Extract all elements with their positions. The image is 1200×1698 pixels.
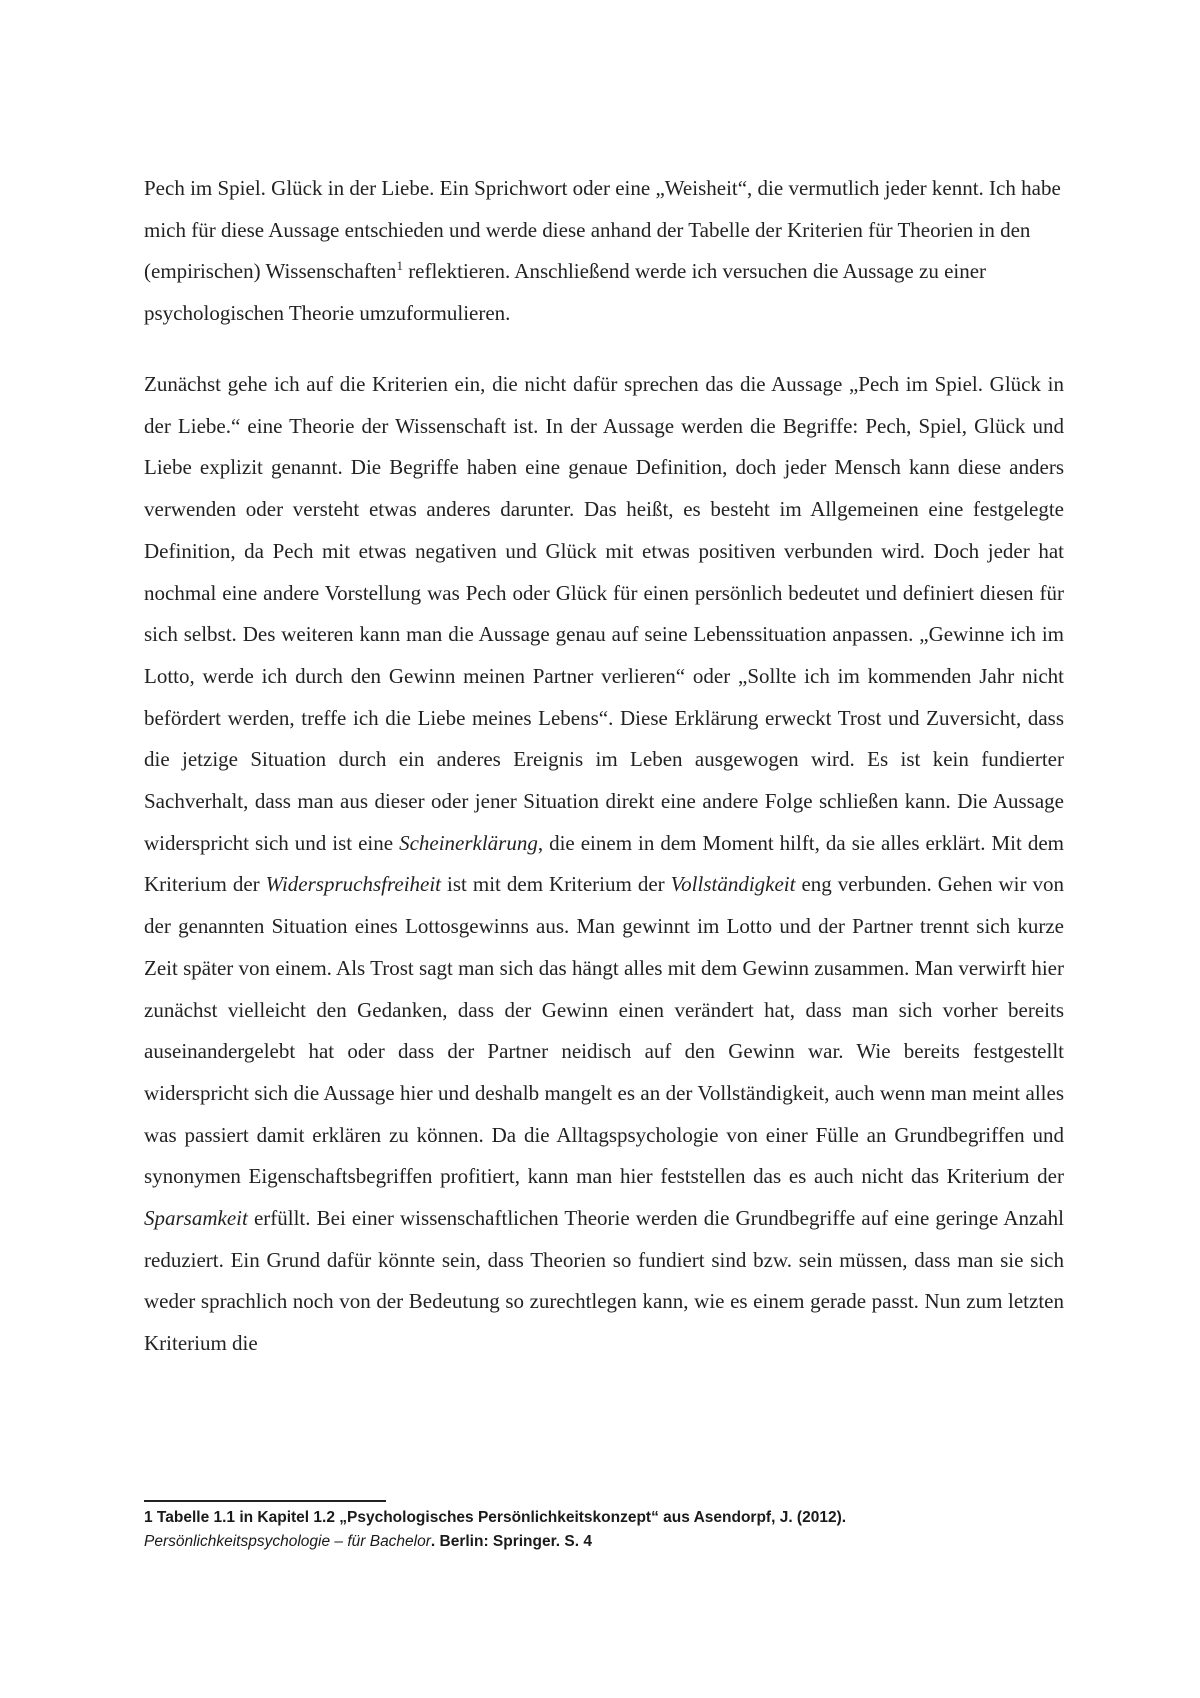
- term-sparsamkeit: Sparsamkeit: [144, 1206, 248, 1231]
- intro-text-part-2: reflektieren. Anschließend werde ich versuchen die Aussage zu einer psychologischen Theorie umzuformulieren.: [144, 259, 987, 325]
- footnote-citation-line: 1 Tabelle 1.1 in Kapitel 1.2 „Psychologisches Persönlichkeitskonzept“ aus Asendorpf, J. (2012).: [144, 1509, 847, 1526]
- term-vollstaendigkeit: Vollständigkeit: [670, 872, 796, 897]
- main-text-part-4: eng verbunden. Gehen wir von der genannten Situation eines Lottosgewinns aus. Man gewinnt im Lotto und der Partner trennt sich kurze Zeit später von einem. Als Trost sagt man sich das hängt alles mit dem Gewinn zusammen. Man verwirft hier zunächst vielleicht den Gedanken, dass der Gewinn einen verändert hat, dass man sich vorher bereits auseinandergelebt hat oder dass der Partner neidisch auf den Gewinn war. Wie bereits festgestellt widerspricht sich die Aussage hier und deshalb mangelt es an der Vollständigkeit, auch wenn man meint alles was passiert damit erklären zu können. Da die Alltagspsychologie von einer Fülle an Grundbegriffen und synonymen Eigenschaftsbegriffen profitiert, kann man hier feststellen das es auch nicht das Kriterium der: [144, 872, 1065, 1189]
- intro-text-part-1: Pech im Spiel. Glück in der Liebe. Ein Sprichwort oder eine „Weisheit“, die vermutlich jeder kennt. Ich habe mich für diese Aussage entschieden und werde diese anhand der Tabelle der Kriterien für Theorien in den (empirischen) Wissenschaften: [144, 176, 1061, 283]
- term-widerspruchsfreiheit: Widerspruchsfreiheit: [265, 872, 442, 897]
- term-scheinerklaerung: Scheinerklärung: [399, 830, 538, 855]
- footnote-source-line: [144, 1530, 1064, 1554]
- footnote-book-title: Persönlichkeitspsychologie – für Bachelor: [144, 1533, 431, 1550]
- main-text-part-2: , die einem in dem Moment hilft, da sie alles erklärt. Mit dem Kriterium der: [144, 830, 1064, 897]
- main-text-part-3: ist mit dem Kriterium der: [441, 872, 671, 897]
- footnote-publisher: . Berlin: Springer. S. 4: [430, 1533, 592, 1550]
- footnote: [144, 1506, 1064, 1554]
- footnote-separator: [144, 1500, 386, 1502]
- main-paragraph: [144, 364, 1064, 1365]
- document-body: [144, 168, 1064, 1365]
- intro-paragraph: [144, 168, 1064, 334]
- footnote-reference[interactable]: 1: [396, 258, 403, 273]
- main-text-part-5: erfüllt. Bei einer wissenschaftlichen Theorie werden die Grundbegriffe auf eine geringe Anzahl reduziert. Ein Grund dafür könnte sein, dass Theorien so fundiert sind bzw. sein müssen, dass man sie sich weder sprachlich noch von der Bedeutung so zurechtlegen kann, wie es einem gerade passt. Nun zum letzten Kriterium die: [144, 1206, 1064, 1356]
- main-text-part-1: Zunächst gehe ich auf die Kriterien ein, die nicht dafür sprechen das die Aussage „Pech im Spiel. Glück in der Liebe.“ eine Theorie der Wissenschaft ist. In der Aussage werden die Begriffe: Pech, Spiel, Glück und Liebe explizit genannt. Die Begriffe haben eine genaue Definition, doch jeder Mensch kann diese anders verwenden oder versteht etwas anderes darunter. Das heißt, es besteht im Allgemeinen eine festgelegte Definition, da Pech mit etwas negativen und Glück mit etwas positiven verbunden wird. Doch jeder hat nochmal eine andere Vorstellung was Pech oder Glück für einen persönlich bedeutet und definiert diesen für sich selbst. Des weiteren kann man die Aussage genau auf seine Lebenssituation anpassen. „Gewinne ich im Lotto, werde ich durch den Gewinn meinen Partner verlieren“ oder „Sollte ich im kommenden Jahr nicht befördert werden, treffe ich die Liebe meines Lebens“. Diese Erklärung erweckt Trost und Zuversicht, dass die jetzige Situation durch ein anderes Ereignis im Leben ausgewogen wird. Es ist kein fundierter Sachverhalt, dass man aus dieser oder jener Situation direkt eine andere Folge schließen kann. Die Aussage widerspricht sich und ist eine: [144, 372, 1064, 855]
